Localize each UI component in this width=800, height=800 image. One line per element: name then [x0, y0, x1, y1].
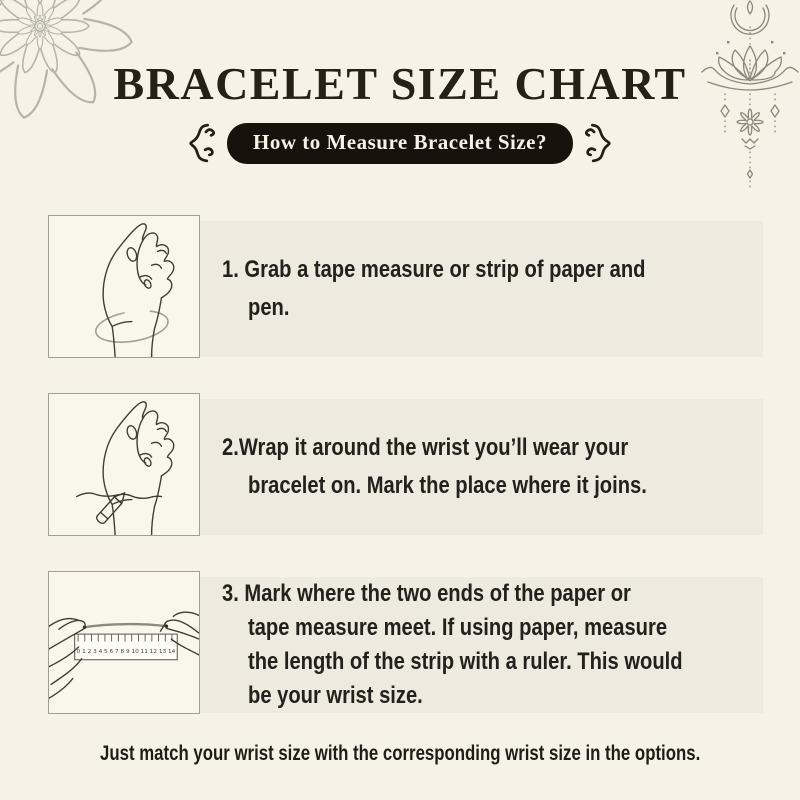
step-1-text [222, 215, 793, 327]
step-row-1 [48, 215, 793, 358]
step-row-2 [48, 393, 793, 536]
step-2-text [222, 393, 793, 505]
step-3-text [222, 571, 793, 713]
step-2-illustration-box [48, 393, 200, 536]
step-2-line-1: 2.Wrap it around the wrist you’ll wear your [222, 434, 629, 462]
step-3-illustration-box [48, 571, 200, 714]
step-1-illustration-box [48, 215, 200, 358]
hands-with-ruler-illustration [49, 572, 199, 713]
fist-with-tape-wrap-illustration [49, 216, 199, 357]
step-row-3 [48, 571, 793, 714]
steps-list [48, 215, 793, 714]
step-1-line-1: 1. Grab a tape measure or strip of paper and [222, 256, 646, 284]
header [0, 0, 800, 168]
badge-row [0, 118, 800, 168]
step-3-line-4: be your wrist size. [248, 682, 423, 710]
step-2-line-2: bracelet on. Mark the place where it joins. [248, 472, 647, 500]
footer-note: Just match your wrist size with the corresponding wrist size in the options. [99, 742, 701, 766]
fist-with-marker-pen-illustration [49, 394, 199, 535]
step-1-line-2: pen. [248, 294, 290, 322]
ruler-numbers: 0 1 2 3 4 5 6 7 8 9 10 11 12 13 14 [76, 649, 176, 656]
flourish-left-icon [183, 118, 217, 168]
badge-how-to-measure: How to Measure Bracelet Size? [227, 123, 573, 164]
step-3-line-3: the length of the strip with a ruler. This would [248, 648, 683, 676]
page-title: BRACELET SIZE CHART [113, 58, 687, 109]
step-3-line-1: 3. Mark where the two ends of the paper or [222, 580, 631, 608]
step-3-line-2: tape measure meet. If using paper, measure [248, 614, 668, 642]
flourish-right-icon [583, 118, 617, 168]
